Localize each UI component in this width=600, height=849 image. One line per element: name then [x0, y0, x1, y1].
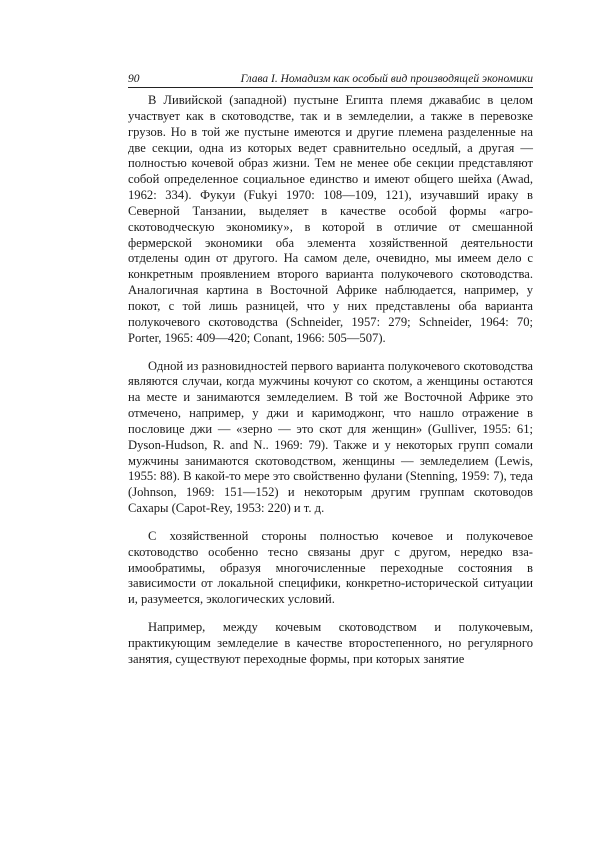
paragraph: Одной из разновидностей первого варианта полукочевого скотоводства являются случаи, когда мужчины кочуют со скотом, а женщины остаются на месте и занимаются земледелием. В той же Восточной Африке это отмечено, например, у джи и каримоджонг, что нашло отражение в пословице джи — «зерно — это скот для женщин» (Gulliver, 1955: 61; Dyson-Hudson, R. and N.. 1969: 79). Также и у некоторых групп сомали мужчины занимаются скотоводством, женщины — земледелием (Lewis, 1955: 88). В какой-то мере это свойственно фулани (Stenning, 1959: 7), теда (Johnson, 1969: 151—152) и некоторым другим группам скотоводов Сахары (Capot-Rey, 1953: 220) и т. д.: [128, 358, 533, 516]
paragraph: В Ливийской (западной) пустыне Египта племя джавабис в целом участвует как в скотоводстве, так и в земледелии, а также в перевозке грузов. Но в той же пустыне имеются и другие племена разделенные на две секции, одна из которых ведет сравнительно оседлый, а другая — полностью кочевой образ жизни. Тем не менее обе секции представляют собой определенное социальное единство и имеют общего шейха (Awad, 1962: 334). Фукуи (Fukyi 1970: 108—109, 121), изучавший ираку в Северной Танзании, выделяет в качестве особой формы «агро-скотоводческую экономику», в которой в отличие от смешанной фермерской экономики оба элемента хозяйственной деятельности отделены один от другого. На самом деле, очевидно, мы имеем дело с конкретным проявлением второго варианта полукочевого скотоводства. Аналогичная картина в Восточной Африке наблюдается, например, у покот, с той лишь разницей, что у них представлены оба варианта полукочевого скотоводства (Schneider, 1957: 279; Schneider, 1964: 70; Porter, 1965: 409—420; Conant, 1966: 505—507).: [128, 93, 533, 345]
paragraph: С хозяйственной стороны полностью кочевое и полукочевое скотоводство особенно тесно связаны друг с другом, нередко вза-имообратимы, образуя многочисленные переходные состояния в зависимости от локальной специфики, конкретно-исторической ситуации и, разумеется, экологических условий.: [128, 528, 533, 607]
page-body: [128, 93, 533, 668]
running-title: Глава I. Номадизм как особый вид производящей экономики: [240, 73, 533, 85]
page-number: 90: [128, 73, 140, 85]
paragraph: Например, между кочевым скотоводством и полукочевым, практикующим земледелие в качестве второстепенного, но регулярного занятия, существуют переходные формы, при которых занятие: [128, 620, 533, 666]
book-page: [128, 72, 533, 680]
running-header: [128, 72, 533, 88]
